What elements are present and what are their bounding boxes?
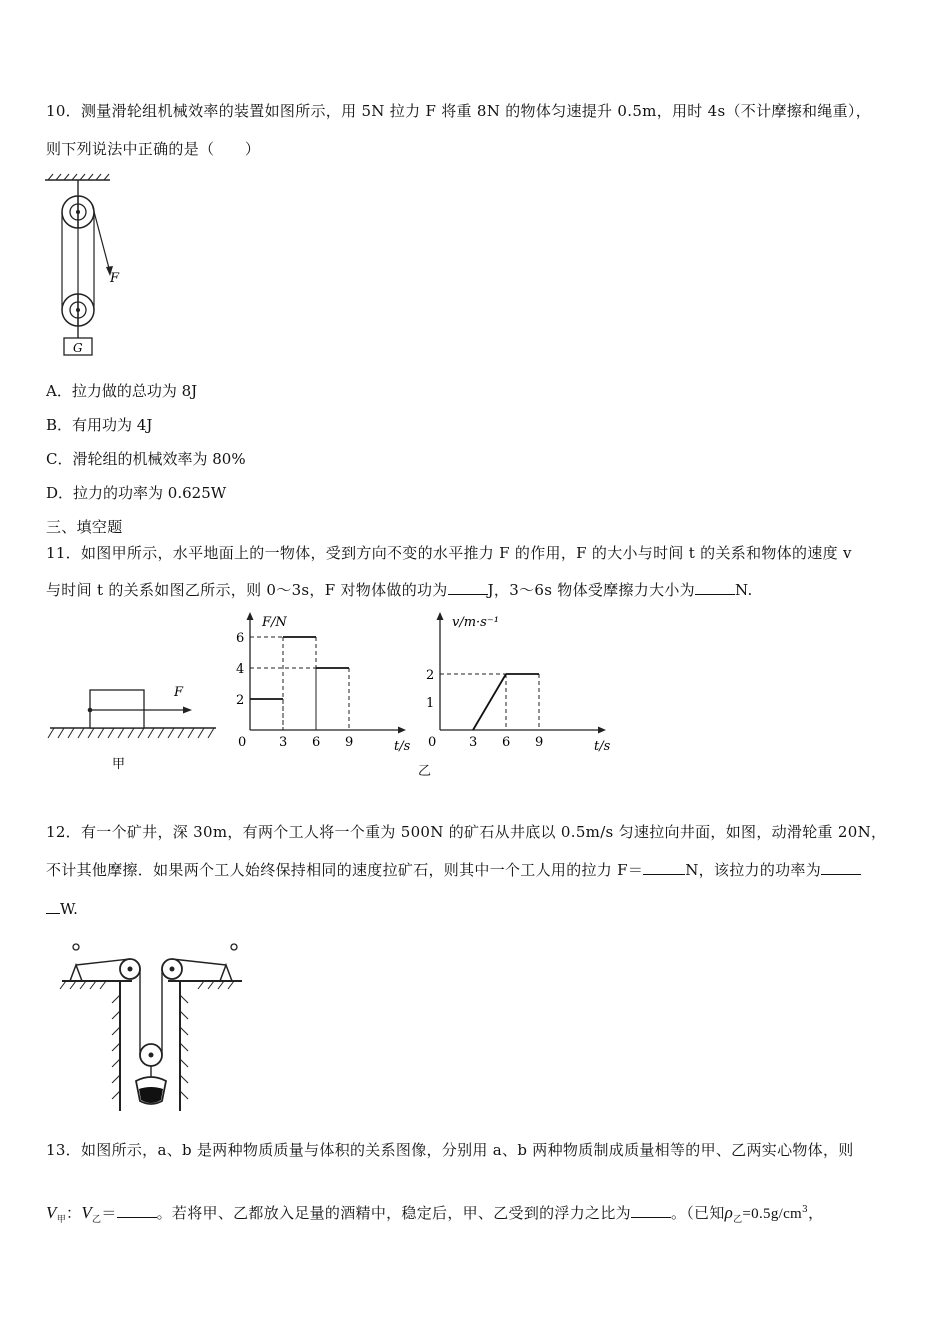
- q12-blank-2b[interactable]: [46, 899, 60, 914]
- chart-velocity-vs-time: [418, 610, 618, 770]
- q10-option-a: A．拉力做的总功为 8J: [46, 382, 198, 400]
- vt-x-tick-6: 6: [502, 735, 511, 750]
- push-arrowhead: [183, 707, 192, 714]
- ft-x-label: t/s: [394, 739, 411, 754]
- vt-x-tick-9: 9: [535, 735, 544, 750]
- vt-x-arrow: [598, 727, 606, 734]
- ft-x-arrow: [398, 727, 406, 734]
- q12-line1: 12．有一个矿井，深 30m，有两个工人将一个重为 500N 的矿石从井底以 0.5m/s 匀速拉向井面，如图，动滑轮重 20N，: [46, 823, 887, 841]
- ft-y-arrow: [247, 612, 254, 620]
- section3-title: 三、填空题: [46, 518, 123, 536]
- fixed-pulley: [62, 196, 94, 228]
- ft-x-tick-6: 6: [312, 735, 321, 750]
- q10-option-c: C．滑轮组的机械效率为 80%: [46, 450, 246, 468]
- ft-y-label: F/N: [262, 615, 287, 630]
- q10-line2: 则下列说法中正确的是（ ）: [46, 140, 261, 158]
- chart-force-vs-time: [228, 610, 418, 770]
- q11-blank-1[interactable]: [448, 580, 488, 595]
- ft-x-tick-3: 3: [279, 735, 288, 750]
- q11-blank-2[interactable]: [695, 580, 735, 595]
- weight-label: G: [73, 341, 83, 355]
- q13-blank-2[interactable]: [631, 1203, 671, 1218]
- vt-x-label: t/s: [594, 739, 611, 754]
- vt-y-label: v/m·s⁻¹: [452, 615, 499, 630]
- q12-line3: W.: [46, 899, 78, 919]
- vt-y-arrow: [437, 612, 444, 620]
- vt-y-tick-2: 2: [426, 668, 435, 683]
- pulley-system-figure: [40, 172, 150, 362]
- q11-line1: 11．如图甲所示，水平地面上的一物体，受到方向不变的水平推力 F 的作用，F 的大小与时间 t 的关系和物体的速度 v: [46, 544, 852, 562]
- vt-y-tick-1: 1: [426, 696, 435, 711]
- vt-x-tick-0: 0: [428, 735, 437, 750]
- q13-blank-1[interactable]: [117, 1203, 157, 1218]
- fixed-pulley-left: [120, 959, 140, 979]
- vt-x-tick-3: 3: [469, 735, 478, 750]
- force-label: F: [110, 271, 120, 286]
- fig-jia-block-on-ground: [46, 680, 226, 780]
- q13-line1: 13．如图所示，a、b 是两种物质质量与体积的关系图像，分别用 a、b 两种物质制成质量相等的甲、乙两实心物体，则: [46, 1141, 854, 1159]
- q10-option-d: D．拉力的功率为 0.625W: [46, 484, 227, 502]
- fig-jia-caption: 甲: [112, 757, 126, 772]
- ft-x-tick-0: 0: [238, 735, 247, 750]
- fig-jia-force-label: F: [174, 685, 184, 700]
- ft-y-tick-6: 6: [236, 631, 245, 646]
- q11-line2: 与时间 t 的关系如图乙所示，则 0～3s，F 对物体做的功为 J，3～6s 物体受摩擦力大小为 N.: [46, 581, 753, 599]
- movable-pulley: [62, 294, 94, 326]
- block: [90, 690, 144, 728]
- vt-data-segment: [473, 674, 506, 730]
- ft-y-tick-2: 2: [236, 693, 245, 708]
- q12-line2: 不计其他摩擦．如果两个工人始终保持相同的速度拉矿石，则其中一个工人用的拉力 F＝ N，该拉力的功率为: [46, 860, 861, 880]
- fixed-pulley-right: [162, 959, 182, 979]
- ft-y-tick-4: 4: [236, 662, 245, 677]
- q10-line1: 10．测量滑轮组机械效率的装置如图所示，用 5N 拉力 F 将重 8N 的物体匀速提升 0.5m，用时 4s（不计摩擦和绳重），: [46, 102, 871, 120]
- q12-blank-1[interactable]: [643, 860, 685, 875]
- q13-line2: $V_甲$：$V_乙=$ 。若将甲、乙都放入足量的酒精中，稳定后，甲、乙受到的浮力之比为 。（已知$\rho_乙=0.5g/cm^3$，: [46, 1203, 824, 1225]
- movable-pulley: [140, 1044, 162, 1066]
- fig-yi-caption: 乙: [418, 764, 432, 779]
- q12-blank-2a[interactable]: [821, 860, 861, 875]
- mine-pulley-figure: [60, 935, 250, 1115]
- q10-option-b: B．有用功为 4J: [46, 416, 153, 434]
- ft-x-tick-9: 9: [345, 735, 354, 750]
